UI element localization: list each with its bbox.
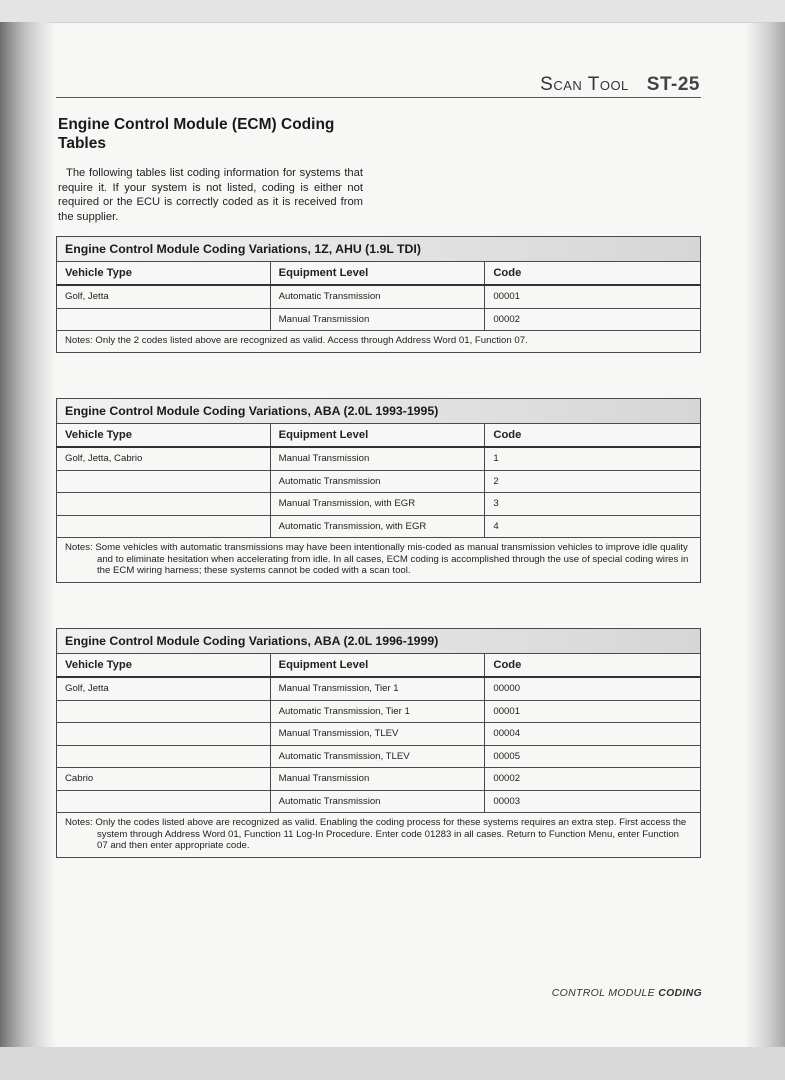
table-row (57, 285, 701, 308)
header-rule (56, 97, 701, 98)
column-header-equipment: Equipment Level (270, 424, 485, 448)
page-number: ST-25 (646, 74, 700, 95)
code-cell: 00001 (485, 285, 701, 308)
table-row (57, 308, 701, 331)
code-cell: 1 (485, 447, 701, 470)
vehicle-cell (57, 515, 271, 538)
vehicle-cell: Golf, Jetta (57, 285, 271, 308)
vehicle-cell (57, 493, 271, 516)
vehicle-cell (57, 308, 271, 331)
column-header-code: Code (485, 424, 701, 448)
table-row (57, 745, 701, 768)
equipment-cell: Automatic Transmission (270, 470, 485, 493)
page-binding-shadow (0, 22, 56, 1047)
table-row (57, 790, 701, 813)
code-cell: 2 (485, 470, 701, 493)
table-row (57, 700, 701, 723)
table-title: Engine Control Module Coding Variations, 1Z, AHU (1.9L TDI) (57, 237, 701, 262)
equipment-cell: Manual Transmission (270, 768, 485, 791)
vehicle-cell (57, 700, 271, 723)
column-header-equipment: Equipment Level (270, 262, 485, 286)
vehicle-cell (57, 470, 271, 493)
notes-text: Only the codes listed above are recognized as valid. Enabling the coding process for these systems requires an extra step. First access the system through Address Word 01, Function 11 Log-In Procedure. Enter code 01283 in all cases. Return to Function Menu, enter Function 07 and then enter appropriate code. (95, 817, 687, 852)
code-cell: 00002 (485, 768, 701, 791)
equipment-cell: Automatic Transmission (270, 790, 485, 813)
table-title: Engine Control Module Coding Variations, ABA (2.0L 1996-1999) (57, 629, 701, 654)
table-notes (57, 813, 701, 858)
equipment-cell: Automatic Transmission, with EGR (270, 515, 485, 538)
equipment-cell: Manual Transmission, Tier 1 (270, 677, 485, 700)
code-cell: 00005 (485, 745, 701, 768)
column-header-vehicle: Vehicle Type (57, 424, 271, 448)
coding-table-1z-ahu (56, 236, 701, 353)
vehicle-cell: Golf, Jetta (57, 677, 271, 700)
section-intro: The following tables list coding information for systems that require it. If your system is not listed, coding is either not required or the ECU is correctly coded as it is received from the supplier. (58, 167, 363, 223)
code-cell: 3 (485, 493, 701, 516)
running-header-section: Scan Tool (540, 74, 629, 95)
notes-text: Only the 2 codes listed above are recognized as valid. Access through Address Word 01, Function 07. (95, 335, 528, 346)
table-row (57, 515, 701, 538)
page-edge-shadow (745, 22, 785, 1047)
table-row (57, 447, 701, 470)
notes-text: Some vehicles with automatic transmissions may have been intentionally mis-coded as manual transmission vehicles to improve idle quality and to eliminate hesitation when accelerating from idle. In all cases, ECM coding is accomplished through the use of special coding wires in the ECM wiring harness; these systems cannot be coded with a scan tool. (95, 542, 689, 577)
table-title: Engine Control Module Coding Variations, ABA (2.0L 1993-1995) (57, 399, 701, 424)
column-header-vehicle: Vehicle Type (57, 654, 271, 678)
equipment-cell: Automatic Transmission, TLEV (270, 745, 485, 768)
code-cell: 00002 (485, 308, 701, 331)
vehicle-cell: Cabrio (57, 768, 271, 791)
code-cell: 00003 (485, 790, 701, 813)
vehicle-cell (57, 745, 271, 768)
vehicle-cell (57, 790, 271, 813)
footer-left: CONTROL MODULE (551, 987, 655, 999)
table-row (57, 677, 701, 700)
code-cell: 4 (485, 515, 701, 538)
code-cell: 00001 (485, 700, 701, 723)
table-row (57, 470, 701, 493)
table-notes (57, 538, 701, 583)
coding-table-aba-1996-1999 (56, 628, 701, 858)
vehicle-cell: Golf, Jetta, Cabrio (57, 447, 271, 470)
notes-label: Notes: (65, 817, 93, 828)
code-cell: 00004 (485, 723, 701, 746)
equipment-cell: Manual Transmission (270, 308, 485, 331)
column-header-code: Code (485, 262, 701, 286)
running-header (500, 74, 700, 96)
equipment-cell: Manual Transmission, with EGR (270, 493, 485, 516)
column-header-equipment: Equipment Level (270, 654, 485, 678)
scan-background (0, 1047, 785, 1080)
table-row (57, 493, 701, 516)
notes-label: Notes: (65, 335, 93, 346)
code-cell: 00000 (485, 677, 701, 700)
equipment-cell: Automatic Transmission (270, 285, 485, 308)
equipment-cell: Manual Transmission, TLEV (270, 723, 485, 746)
table-row (57, 723, 701, 746)
equipment-cell: Manual Transmission (270, 447, 485, 470)
coding-table-aba-1993-1995 (56, 398, 701, 583)
table-row (57, 768, 701, 791)
column-header-vehicle: Vehicle Type (57, 262, 271, 286)
table-notes (57, 331, 701, 353)
notes-label: Notes: (65, 542, 93, 553)
footer-right: CODING (658, 987, 702, 999)
vehicle-cell (57, 723, 271, 746)
section-title: Engine Control Module (ECM) Coding Tables (58, 116, 335, 152)
running-footer (470, 987, 702, 999)
column-header-code: Code (485, 654, 701, 678)
equipment-cell: Automatic Transmission, Tier 1 (270, 700, 485, 723)
